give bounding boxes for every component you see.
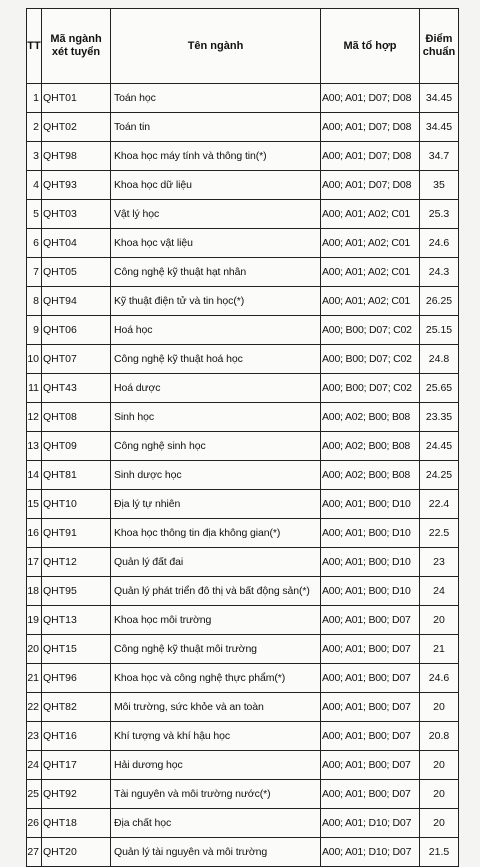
major-name: Vật lý học — [111, 200, 321, 229]
row-index: 13 — [27, 432, 42, 461]
cutoff-score: 24.45 — [420, 432, 459, 461]
major-code: QHT94 — [42, 287, 111, 316]
subject-combinations: A00; A01; D07; D08 — [321, 142, 420, 171]
major-code: QHT43 — [42, 374, 111, 403]
table-row — [27, 490, 459, 519]
table-row — [27, 809, 459, 838]
row-index: 21 — [27, 664, 42, 693]
major-name: Sinh học — [111, 403, 321, 432]
major-name: Môi trường, sức khỏe và an toàn — [111, 693, 321, 722]
subject-combinations: A00; A01; B00; D07 — [321, 635, 420, 664]
row-index: 26 — [27, 809, 42, 838]
row-index: 15 — [27, 490, 42, 519]
cutoff-score: 23.35 — [420, 403, 459, 432]
cutoff-score: 20 — [420, 606, 459, 635]
major-name: Công nghệ kỹ thuật hoá học — [111, 345, 321, 374]
major-code: QHT07 — [42, 345, 111, 374]
table-row — [27, 84, 459, 113]
cutoff-score: 20 — [420, 693, 459, 722]
major-code: QHT96 — [42, 664, 111, 693]
major-code: QHT09 — [42, 432, 111, 461]
table-row — [27, 577, 459, 606]
row-index: 9 — [27, 316, 42, 345]
major-code: QHT15 — [42, 635, 111, 664]
major-code: QHT93 — [42, 171, 111, 200]
subject-combinations: A00; A02; B00; B08 — [321, 403, 420, 432]
major-name: Quản lý đất đai — [111, 548, 321, 577]
row-index: 8 — [27, 287, 42, 316]
major-code: QHT12 — [42, 548, 111, 577]
major-name: Hoá dược — [111, 374, 321, 403]
cutoff-score: 24.25 — [420, 461, 459, 490]
subject-combinations: A00; A02; B00; B08 — [321, 432, 420, 461]
row-index: 10 — [27, 345, 42, 374]
major-name: Hoá học — [111, 316, 321, 345]
major-name: Quản lý phát triển đô thị và bất động sản(*) — [111, 577, 321, 606]
major-name: Công nghệ sinh học — [111, 432, 321, 461]
subject-combinations: A00; A01; B00; D07 — [321, 606, 420, 635]
subject-combinations: A00; A01; D07; D08 — [321, 84, 420, 113]
table-row — [27, 113, 459, 142]
table-row — [27, 461, 459, 490]
admission-score-table — [26, 8, 459, 867]
major-code: QHT92 — [42, 780, 111, 809]
row-index: 27 — [27, 838, 42, 867]
cutoff-score: 25.15 — [420, 316, 459, 345]
cutoff-score: 22.4 — [420, 490, 459, 519]
major-code: QHT04 — [42, 229, 111, 258]
major-code: QHT91 — [42, 519, 111, 548]
row-index: 25 — [27, 780, 42, 809]
cutoff-score: 35 — [420, 171, 459, 200]
major-name: Sinh dược học — [111, 461, 321, 490]
table-row — [27, 635, 459, 664]
major-name: Tài nguyên và môi trường nước(*) — [111, 780, 321, 809]
table-row — [27, 142, 459, 171]
major-name: Hải dương học — [111, 751, 321, 780]
cutoff-score: 24 — [420, 577, 459, 606]
row-index: 4 — [27, 171, 42, 200]
row-index: 24 — [27, 751, 42, 780]
header-tt: TT — [27, 9, 42, 84]
table-row — [27, 287, 459, 316]
cutoff-score: 23 — [420, 548, 459, 577]
cutoff-score: 25.3 — [420, 200, 459, 229]
table-row — [27, 751, 459, 780]
cutoff-score: 20.8 — [420, 722, 459, 751]
subject-combinations: A00; A01; B00; D07 — [321, 693, 420, 722]
row-index: 18 — [27, 577, 42, 606]
major-code: QHT08 — [42, 403, 111, 432]
cutoff-score: 24.6 — [420, 664, 459, 693]
major-code: QHT20 — [42, 838, 111, 867]
table-row — [27, 606, 459, 635]
cutoff-score: 20 — [420, 809, 459, 838]
table-row — [27, 316, 459, 345]
subject-combinations: A00; A01; D10; D07 — [321, 809, 420, 838]
major-name: Khoa học máy tính và thông tin(*) — [111, 142, 321, 171]
row-index: 5 — [27, 200, 42, 229]
cutoff-score: 25.65 — [420, 374, 459, 403]
row-index: 19 — [27, 606, 42, 635]
major-code: QHT13 — [42, 606, 111, 635]
cutoff-score: 21.5 — [420, 838, 459, 867]
major-name: Toán học — [111, 84, 321, 113]
row-index: 2 — [27, 113, 42, 142]
major-code: QHT95 — [42, 577, 111, 606]
subject-combinations: A00; A02; B00; B08 — [321, 461, 420, 490]
subject-combinations: A00; B00; D07; C02 — [321, 345, 420, 374]
major-code: QHT01 — [42, 84, 111, 113]
major-code: QHT06 — [42, 316, 111, 345]
subject-combinations: A00; A01; A02; C01 — [321, 229, 420, 258]
major-code: QHT16 — [42, 722, 111, 751]
major-code: QHT98 — [42, 142, 111, 171]
header-combo: Mã tổ hợp — [321, 9, 420, 84]
table-row — [27, 838, 459, 867]
subject-combinations: A00; A01; A02; C01 — [321, 200, 420, 229]
cutoff-score: 20 — [420, 751, 459, 780]
header-score: Điểm chuẩn — [420, 9, 459, 84]
table-row — [27, 519, 459, 548]
table-row — [27, 403, 459, 432]
subject-combinations: A00; B00; D07; C02 — [321, 374, 420, 403]
table-row — [27, 200, 459, 229]
major-name: Công nghệ kỹ thuật hạt nhân — [111, 258, 321, 287]
subject-combinations: A00; A01; D07; D08 — [321, 171, 420, 200]
subject-combinations: A00; A01; B00; D10 — [321, 577, 420, 606]
row-index: 6 — [27, 229, 42, 258]
row-index: 1 — [27, 84, 42, 113]
subject-combinations: A00; A01; B00; D10 — [321, 490, 420, 519]
subject-combinations: A00; A01; B00; D07 — [321, 780, 420, 809]
table-row — [27, 722, 459, 751]
row-index: 12 — [27, 403, 42, 432]
major-code: QHT18 — [42, 809, 111, 838]
subject-combinations: A00; A01; B00; D07 — [321, 751, 420, 780]
table-row — [27, 229, 459, 258]
cutoff-score: 34.45 — [420, 113, 459, 142]
admission-score-sheet — [26, 8, 458, 867]
major-name: Kỹ thuật điện tử và tin học(*) — [111, 287, 321, 316]
cutoff-score: 20 — [420, 780, 459, 809]
major-name: Quản lý tài nguyên và môi trường — [111, 838, 321, 867]
table-row — [27, 374, 459, 403]
row-index: 16 — [27, 519, 42, 548]
major-name: Khoa học dữ liệu — [111, 171, 321, 200]
subject-combinations: A00; A01; B00; D10 — [321, 519, 420, 548]
table-row — [27, 780, 459, 809]
subject-combinations: A00; A01; A02; C01 — [321, 287, 420, 316]
subject-combinations: A00; A01; D07; D08 — [321, 113, 420, 142]
cutoff-score: 24.3 — [420, 258, 459, 287]
row-index: 17 — [27, 548, 42, 577]
major-code: QHT81 — [42, 461, 111, 490]
header-code: Mã ngành xét tuyển — [42, 9, 111, 84]
major-name: Địa lý tự nhiên — [111, 490, 321, 519]
table-row — [27, 432, 459, 461]
table-row — [27, 664, 459, 693]
subject-combinations: A00; A01; B00; D07 — [321, 664, 420, 693]
table-row — [27, 258, 459, 287]
major-name: Khí tượng và khí hậu học — [111, 722, 321, 751]
major-name: Khoa học vật liệu — [111, 229, 321, 258]
table-row — [27, 693, 459, 722]
row-index: 22 — [27, 693, 42, 722]
subject-combinations: A00; A01; A02; C01 — [321, 258, 420, 287]
major-name: Công nghệ kỹ thuật môi trường — [111, 635, 321, 664]
major-name: Khoa học môi trường — [111, 606, 321, 635]
major-name: Khoa học và công nghệ thực phẩm(*) — [111, 664, 321, 693]
row-index: 3 — [27, 142, 42, 171]
header-row — [27, 9, 459, 84]
table-row — [27, 345, 459, 374]
major-name: Địa chất học — [111, 809, 321, 838]
row-index: 23 — [27, 722, 42, 751]
major-code: QHT10 — [42, 490, 111, 519]
subject-combinations: A00; A01; D10; D07 — [321, 838, 420, 867]
table-row — [27, 171, 459, 200]
subject-combinations: A00; B00; D07; C02 — [321, 316, 420, 345]
cutoff-score: 24.8 — [420, 345, 459, 374]
header-name: Tên ngành — [111, 9, 321, 84]
cutoff-score: 34.45 — [420, 84, 459, 113]
subject-combinations: A00; A01; B00; D07 — [321, 722, 420, 751]
row-index: 11 — [27, 374, 42, 403]
major-code: QHT02 — [42, 113, 111, 142]
cutoff-score: 22.5 — [420, 519, 459, 548]
row-index: 7 — [27, 258, 42, 287]
major-name: Khoa học thông tin địa không gian(*) — [111, 519, 321, 548]
major-code: QHT82 — [42, 693, 111, 722]
major-code: QHT05 — [42, 258, 111, 287]
major-code: QHT03 — [42, 200, 111, 229]
cutoff-score: 26.25 — [420, 287, 459, 316]
row-index: 14 — [27, 461, 42, 490]
cutoff-score: 34.7 — [420, 142, 459, 171]
table-row — [27, 548, 459, 577]
major-code: QHT17 — [42, 751, 111, 780]
subject-combinations: A00; A01; B00; D10 — [321, 548, 420, 577]
table-body — [27, 84, 459, 867]
cutoff-score: 24.6 — [420, 229, 459, 258]
row-index: 20 — [27, 635, 42, 664]
major-name: Toán tin — [111, 113, 321, 142]
cutoff-score: 21 — [420, 635, 459, 664]
